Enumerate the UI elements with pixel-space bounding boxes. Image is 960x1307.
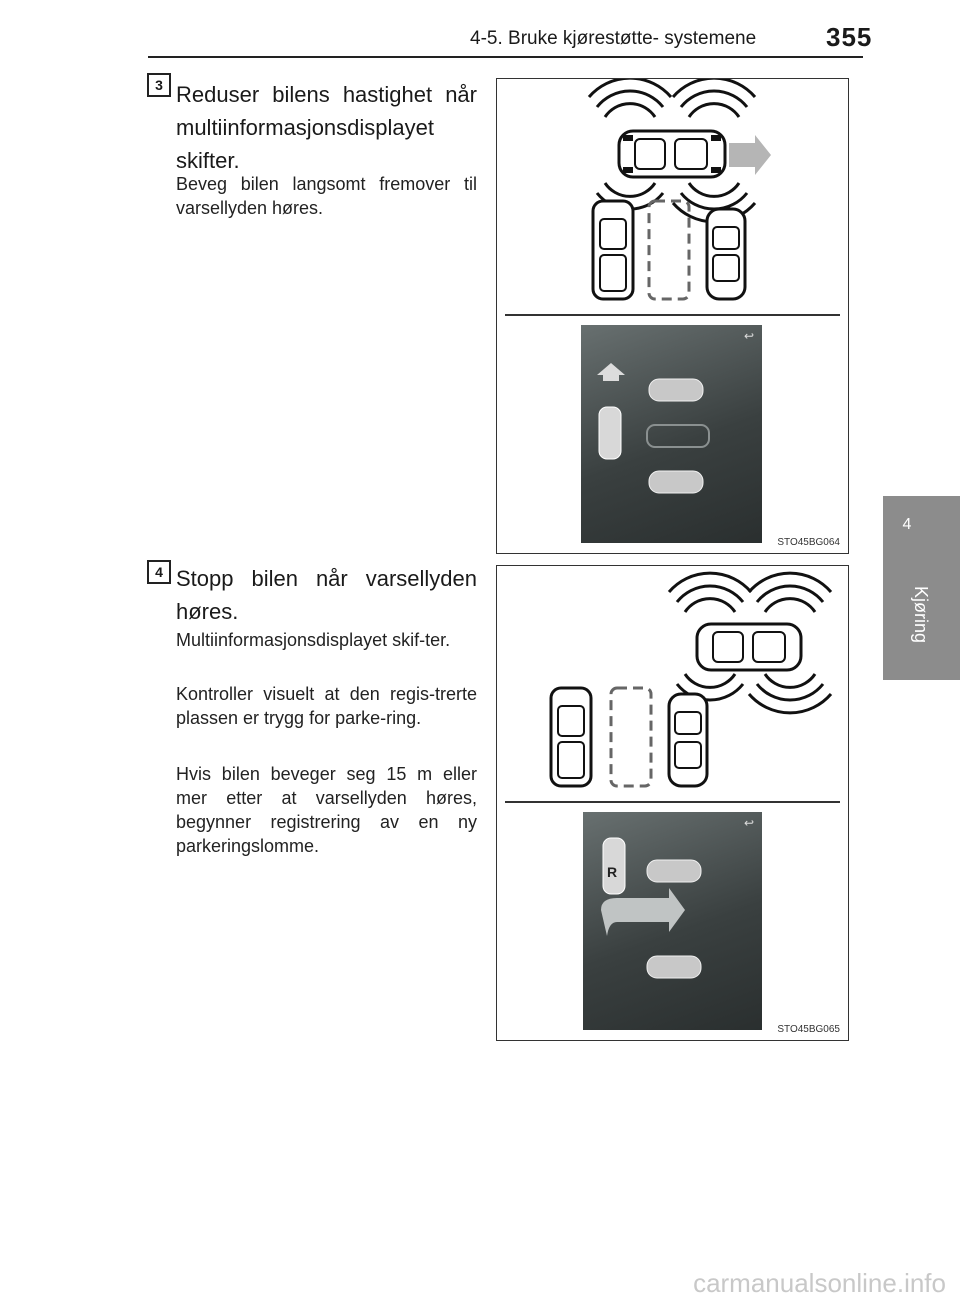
section-title: 4-5. Bruke kjørestøtte- systemene [470, 28, 757, 49]
figure-divider [505, 801, 840, 803]
step-number-4: 4 [147, 560, 171, 584]
header-rule [148, 56, 863, 58]
step-number-3: 3 [147, 73, 171, 97]
figure-step-3 [496, 78, 849, 554]
figure-id: STO45BG064 [777, 537, 840, 548]
step-3-title-line: multiinformasjonsdisplayet [176, 115, 434, 140]
page-number: 355 [826, 22, 873, 52]
watermark: carmanualsonline.info [693, 1268, 946, 1298]
step-4-title-line: høres. [176, 599, 239, 624]
step-3-title [176, 78, 477, 177]
multi-information-display [583, 812, 762, 1030]
step-3-title-line: Reduser bilens hastighet når [176, 82, 477, 107]
chapter-tab [883, 496, 960, 680]
step-4-paragraph: Kontroller visuelt at den regis-trerte plassen er trygg for parke-ring. [176, 684, 477, 728]
step-4-title [176, 562, 477, 628]
step-3-paragraph: Beveg bilen langsomt fremover til varsellyden høres. [176, 174, 477, 218]
parking-approach-illustration [497, 79, 848, 309]
chapter-label: Kjøring [911, 586, 931, 644]
back-icon: ↩ [743, 816, 754, 830]
figure-id: STO45BG065 [777, 1024, 840, 1035]
step-4-paragraph: Hvis bilen beveger seg 15 m eller mer etter at varsellyden høres, begynner registrering av en ny parkeringslomme. [176, 764, 477, 856]
step-4-paragraph: Multiinformasjonsdisplayet skif-ter. [176, 630, 451, 650]
multi-information-display [581, 325, 762, 543]
chapter-number: 4 [902, 516, 912, 533]
parking-stop-illustration [497, 566, 848, 796]
figure-divider [505, 314, 840, 316]
back-icon: ↩ [743, 329, 754, 343]
figure-step-4 [496, 565, 849, 1041]
step-3-title-line: skifter. [176, 148, 240, 173]
step-4-title-line: Stopp bilen når varsellyden [176, 566, 477, 591]
reverse-gear-marker: R [607, 864, 618, 880]
